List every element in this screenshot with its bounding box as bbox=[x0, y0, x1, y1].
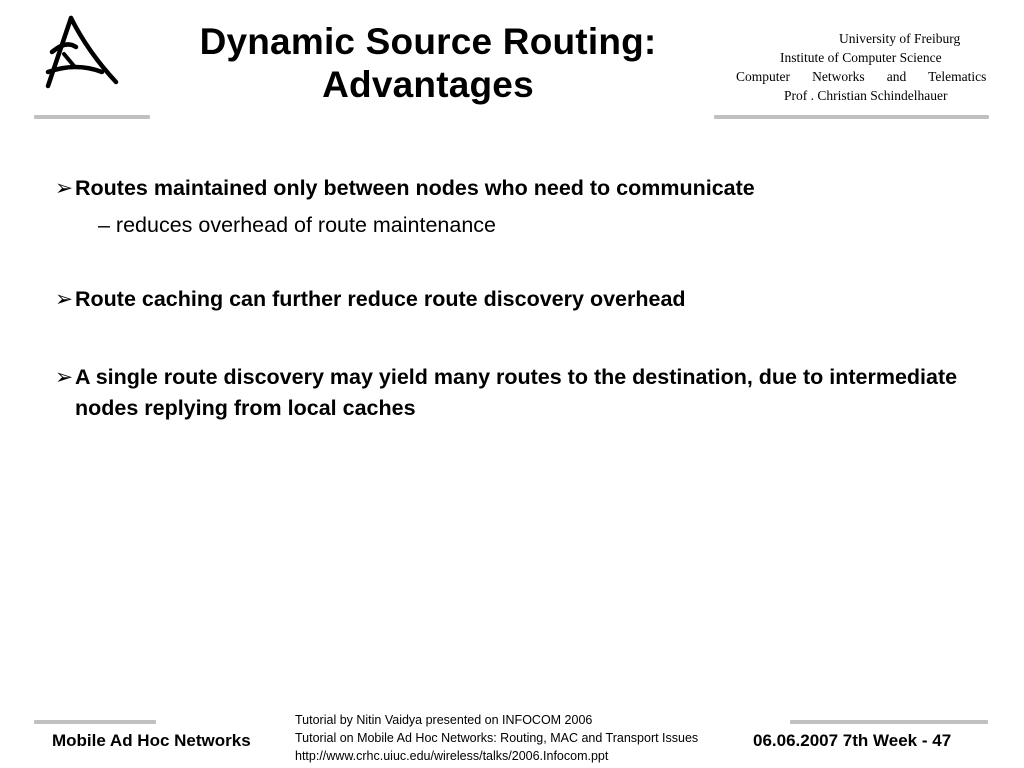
footer-rule-left bbox=[34, 720, 156, 724]
footer-credit-line: Tutorial on Mobile Ad Hoc Networks: Routing, MAC and Transport Issues bbox=[295, 731, 699, 745]
bullet-text: Route caching can further reduce route discovery overhead bbox=[75, 287, 686, 311]
footer-rule-right bbox=[790, 720, 988, 724]
header-rule-right bbox=[714, 115, 989, 119]
university-freiburg-logo-icon bbox=[44, 14, 124, 94]
footer-course-title: Mobile Ad Hoc Networks bbox=[52, 731, 251, 750]
slide-title bbox=[160, 20, 696, 106]
bullet-item bbox=[55, 173, 995, 204]
arrow-bullet-icon: ➢ bbox=[55, 287, 74, 311]
bullet-item bbox=[55, 362, 995, 424]
arrow-bullet-icon: ➢ bbox=[55, 365, 74, 389]
footer-credits bbox=[295, 711, 698, 765]
footer-date-page: 06.06.2007 7th Week - 47 bbox=[753, 731, 952, 750]
bullet-text: Routes maintained only between nodes who need to communicate bbox=[75, 176, 755, 200]
footer-credit-link[interactable]: http://www.crhc.uiuc.edu/wireless/talks/2006.Infocom.ppt bbox=[295, 749, 609, 763]
arrow-bullet-icon: ➢ bbox=[55, 176, 74, 200]
slide-title-line-2: Advantages bbox=[322, 64, 534, 105]
affiliation-university: University of Freiburg bbox=[839, 31, 961, 46]
affiliation-department: Computer Networks and Telematics bbox=[736, 69, 987, 84]
slide-title-line-1: Dynamic Source Routing: bbox=[199, 21, 657, 62]
affiliation-institute: Institute of Computer Science bbox=[780, 50, 942, 65]
affiliation-professor: Prof . Christian Schindelhauer bbox=[784, 88, 948, 103]
affiliation-block bbox=[714, 29, 999, 105]
bullet-text: A single route discovery may yield many routes to the destination, due to intermediate nodes replying from local caches bbox=[75, 365, 958, 420]
header-rule-left bbox=[34, 115, 150, 119]
sub-bullet-text: – reduces overhead of route maintenance bbox=[98, 213, 497, 237]
bullet-item bbox=[55, 284, 995, 315]
footer-credit-line: Tutorial by Nitin Vaidya presented on INFOCOM 2006 bbox=[295, 713, 593, 727]
